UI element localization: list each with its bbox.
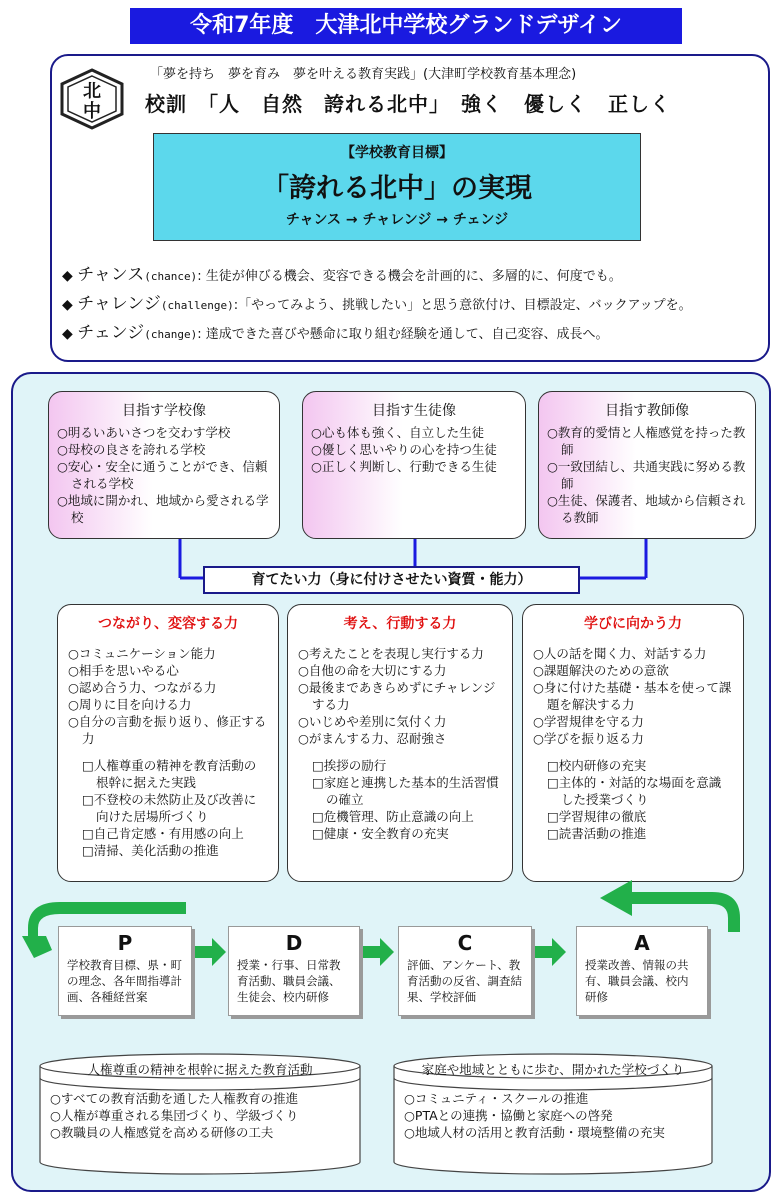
ability-learn-box bbox=[522, 604, 744, 882]
list-item: □人権尊重の精神を教育活動の根幹に据えた実践 bbox=[82, 758, 257, 790]
list-item: □清掃、美化活動の推進 bbox=[82, 843, 219, 858]
list-item: ○すべての教育活動を通した人権教育の推進 bbox=[50, 1091, 299, 1106]
ideal-title: 目指す学校像 bbox=[122, 403, 206, 419]
ideal-teacher-box bbox=[538, 391, 756, 539]
page-title: 令和7年度 大津北中学校グランドデザイン bbox=[130, 8, 682, 44]
list-item: ○母校の良さを誇れる学校 bbox=[57, 442, 206, 457]
bullet-en: (chance) bbox=[144, 270, 198, 283]
bullet-en: (change) bbox=[144, 328, 198, 341]
ideal-title: 目指す生徒像 bbox=[372, 403, 456, 419]
list-item: ○いじめや差別に気付く力 bbox=[298, 714, 447, 729]
svg-text:北: 北 bbox=[83, 81, 101, 102]
list-item: □家庭と連携した基本的生活習慣の確立 bbox=[312, 775, 499, 807]
pdca-letter: A bbox=[634, 931, 650, 955]
list-item: ○コミュニティ・スクールの推進 bbox=[404, 1091, 589, 1106]
list-item: ○認め合う力、つながる力 bbox=[68, 680, 217, 695]
list-item: □健康・安全教育の充実 bbox=[312, 826, 449, 841]
list-item: □主体的・対話的な場面を意識した授業づくり bbox=[547, 775, 722, 807]
list-item: ○課題解決のための意欲 bbox=[533, 663, 669, 678]
list-item: ○コミュニケーション能力 bbox=[68, 646, 216, 661]
list-item: ○教育的愛情と人権感覚を持った教師 bbox=[547, 425, 746, 457]
goal-main: 「誇れる北中」の実現 bbox=[262, 173, 532, 204]
list-item: ○安心・安全に通うことができ、信頼される学校 bbox=[57, 459, 268, 491]
diamond-icon: ◆ bbox=[62, 297, 78, 313]
list-item: ○自他の命を大切にする力 bbox=[298, 663, 447, 678]
list-item: ○PTAとの連携・協働と家庭への啓発 bbox=[404, 1108, 613, 1123]
list-item: ○人権が尊重される集団づくり、学級づくり bbox=[50, 1108, 299, 1123]
bullet-term: チェンジ bbox=[77, 323, 145, 343]
list-item: ○考えたことを表現し実行する力 bbox=[298, 646, 484, 661]
ability-title: つながり、変容する力 bbox=[98, 616, 238, 632]
list-item: ○一致団結し、共通実践に努める教師 bbox=[547, 459, 746, 491]
arrow-right-icon bbox=[534, 938, 566, 966]
ideal-student-box bbox=[302, 391, 526, 539]
list-item: ○自分の言動を振り返り、修正する力 bbox=[68, 714, 267, 746]
list-item: ○地域人材の活用と教育活動・環境整備の充実 bbox=[404, 1125, 665, 1140]
ability-connect-box bbox=[57, 604, 279, 882]
pdca-text: 授業・行事、日常教育活動、職員会議、生徒会、校内研修 bbox=[237, 958, 341, 1004]
pdca-text: 学校教育目標、県・町の理念、各年間指導計画、各種経営案 bbox=[67, 958, 182, 1004]
list-item: ○教職員の人権感覚を高める研修の工夫 bbox=[50, 1125, 274, 1140]
list-item: □危機管理、防止意識の向上 bbox=[312, 809, 474, 824]
loop-arrow-icon bbox=[22, 936, 52, 958]
list-item: □不登校の未然防止及び改善に向けた居場所づくり bbox=[82, 792, 257, 824]
foundation-title: 人権尊重の精神を根幹に据えた教育活動 bbox=[87, 1062, 313, 1077]
bullet-desc: : 達成できた喜びや懸命に取り組む経験を通して、自己変容、成長へ。 bbox=[197, 327, 609, 342]
list-item: □挨拶の励行 bbox=[312, 758, 387, 773]
pdca-check bbox=[398, 926, 532, 1016]
ability-think-box bbox=[287, 604, 513, 882]
goal-heading: 【学校教育目標】 bbox=[341, 145, 453, 161]
pdca-act bbox=[576, 926, 708, 1016]
loop-arrow-icon bbox=[600, 880, 632, 916]
ability-title: 学びに向かう力 bbox=[584, 616, 682, 632]
bullet-chance bbox=[62, 260, 762, 285]
bullet-en: (challenge) bbox=[160, 299, 234, 312]
diamond-icon: ◆ bbox=[62, 268, 78, 284]
bullet-term: チャンス bbox=[77, 265, 145, 285]
list-item: ○地域に開かれ、地域から愛される学校 bbox=[57, 493, 269, 525]
bullet-desc: :「やってみよう、挑戦したい」と思う意欲付け、目標設定、バックアップを。 bbox=[233, 298, 692, 313]
bullet-desc: : 生徒が伸びる機会、変容できる機会を計画的に、多層的に、何度でも。 bbox=[197, 269, 622, 284]
diamond-icon: ◆ bbox=[62, 326, 78, 342]
list-item: ○最後まであきらめずにチャレンジする力 bbox=[298, 680, 496, 712]
list-item: ○優しく思いやりの心を持つ生徒 bbox=[311, 442, 497, 457]
ability-bar: 育てたい力（身に付けさせたい資質・能力） bbox=[203, 566, 580, 594]
list-item: ○学びを振り返る力 bbox=[533, 731, 644, 746]
pdca-letter: C bbox=[457, 931, 473, 955]
pdca-do bbox=[228, 926, 360, 1016]
list-item: ○正しく判断し、行動できる生徒 bbox=[311, 459, 497, 474]
school-motto: 校訓 「人 自然 誇れる北中」 強く 優しく 正しく bbox=[145, 92, 671, 116]
list-item: ○身に付けた基礎・基本を使って課題を解決する力 bbox=[533, 680, 732, 712]
foundation-community bbox=[392, 1052, 714, 1176]
bullet-change bbox=[62, 318, 762, 343]
list-item: ○学習規律を守る力 bbox=[533, 714, 644, 729]
arrow-right-icon bbox=[194, 938, 226, 966]
arrow-right-icon bbox=[362, 938, 394, 966]
svg-text:中: 中 bbox=[83, 101, 101, 122]
ideal-title: 目指す教師像 bbox=[605, 403, 689, 419]
ability-title: 考え、行動する力 bbox=[343, 616, 457, 632]
list-item: □自己肯定感・有用感の向上 bbox=[82, 826, 244, 841]
foundation-title: 家庭や地域とともに歩む、開かれた学校づくり bbox=[421, 1062, 685, 1077]
pdca-letter: D bbox=[285, 931, 303, 955]
list-item: ○周りに目を向ける力 bbox=[68, 697, 192, 712]
goal-sub: チャンス → チャレンジ → チェンジ bbox=[285, 212, 509, 228]
list-item: □学習規律の徹底 bbox=[547, 809, 647, 824]
pdca-text: 評価、アンケート、教育活動の反省、調査結果、学校評価 bbox=[407, 958, 522, 1004]
pdca-plan bbox=[58, 926, 192, 1016]
list-item: ○生徒、保護者、地域から信頼される教師 bbox=[547, 493, 746, 525]
list-item: □読書活動の推進 bbox=[547, 826, 647, 841]
pdca-letter: P bbox=[117, 931, 133, 955]
list-item: ○心も体も強く、自立した生徒 bbox=[311, 425, 485, 440]
education-principle: 「夢を持ち 夢を育み 夢を叶える教育実践」(大津町学校教育基本理念) bbox=[150, 67, 577, 82]
ideal-school-box bbox=[48, 391, 280, 539]
school-emblem-icon bbox=[58, 68, 126, 130]
list-item: ○がまんする力、忍耐強さ bbox=[298, 731, 447, 746]
pdca-text: 授業改善、情報の共有、職員会議、校内研修 bbox=[585, 958, 689, 1004]
bullet-challenge bbox=[62, 289, 762, 314]
list-item: ○人の話を聞く力、対話する力 bbox=[533, 646, 707, 661]
school-goal-box bbox=[153, 133, 641, 241]
foundation-human-rights bbox=[38, 1052, 362, 1176]
list-item: □校内研修の充実 bbox=[547, 758, 647, 773]
list-item: ○相手を思いやる心 bbox=[68, 663, 179, 678]
list-item: ○明るいあいさつを交わす学校 bbox=[57, 425, 231, 440]
bullet-term: チャレンジ bbox=[77, 294, 161, 314]
